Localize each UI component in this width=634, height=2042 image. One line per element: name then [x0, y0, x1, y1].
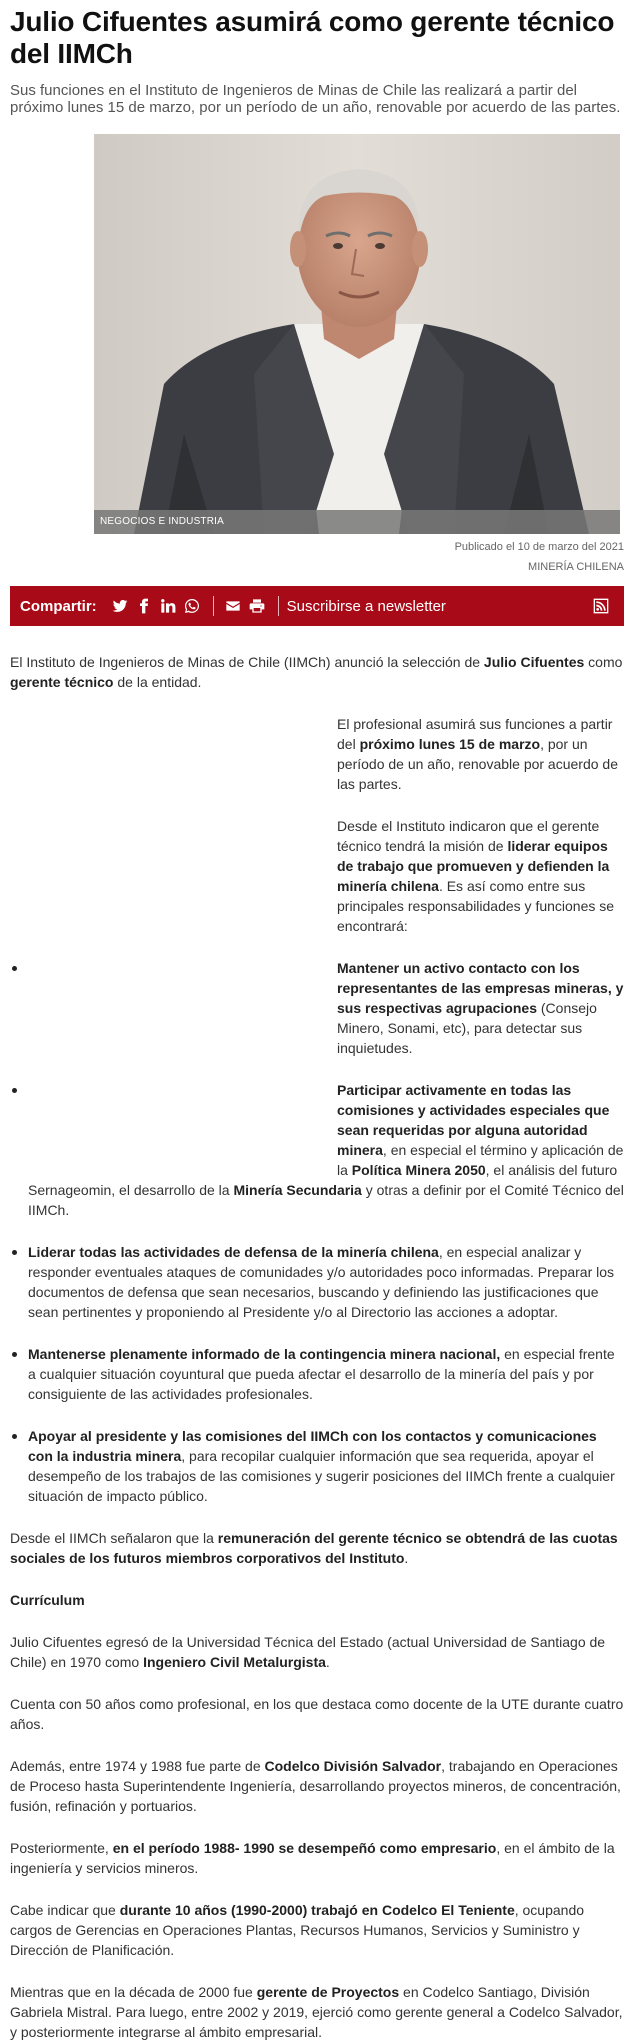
responsibilities-list-continued — [10, 1242, 624, 1506]
paragraph: Cabe indicar que durante 10 años (1990-2000) trabajó en Codelco El Teniente, ocupando cargos de Gerencias en Operaciones Plantas, Recursos Humanos, Servicios y Suministro y Dirección de Planificación. — [10, 1902, 585, 1958]
responsibilities-list — [10, 958, 624, 1220]
paragraph: Mientras que en la década de 2000 fue gerente de Proyectos en Codelco Santiago, División Gabriela Mistral. Para luego, entre 2002 y 2019, ejerció como gerente general a Codelco Salvador, y posteriormente integrarse al ámbito empresarial. — [10, 1984, 623, 2040]
mail-icon[interactable] — [222, 595, 244, 617]
paragraph: Desde el IIMCh señalaron que la remuneración del gerente técnico se obtendrá de las cuotas sociales de los futuros miembros corporativos del Instituto. — [10, 1530, 618, 1566]
share-label: Compartir: — [20, 597, 97, 615]
source-label: MINERÍA CHILENA — [528, 561, 624, 573]
share-bar — [10, 586, 624, 626]
paragraph: El Instituto de Ingenieros de Minas de Chile (IIMCh) anunció la selección de Julio Cifuentes como gerente técnico de la entidad. — [10, 654, 623, 690]
article-page — [0, 6, 634, 2040]
paragraph: Cuenta con 50 años como profesional, en los que destaca como docente de la UTE durante cuatro años. — [10, 1696, 624, 1732]
list-item: Mantener un activo contacto con los representantes de las empresas mineras, y sus respectivas agrupaciones (Consejo Minero, Sonami, etc), para detectar sus inquietudes. — [10, 958, 624, 1058]
portrait-photo — [94, 134, 620, 534]
article-lead: Sus funciones en el Instituto de Ingenieros de Minas de Chile las realizará a partir del próximo lunes 15 de marzo, por un período de un año, renovable por acuerdo de las partes. — [10, 82, 621, 116]
article-meta — [10, 537, 624, 577]
list-item: Apoyar al presidente y las comisiones del IIMCh con los contactos y comunicaciones con la industria minera, para recopilar cualquier información que sea requerida, apoyar el desempeño de los trabajos de las comisiones y sugerir posiciones del IIMCh frente a cualquier situación de impacto público. — [10, 1426, 624, 1506]
linkedin-icon[interactable] — [157, 595, 179, 617]
twitter-icon[interactable] — [109, 595, 131, 617]
article-title: Julio Cifuentes asumirá como gerente técnico del IIMCh — [10, 6, 615, 69]
newsletter-link[interactable]: Suscribirse a newsletter — [286, 597, 446, 615]
article-photo[interactable] — [94, 134, 620, 534]
share-separator — [278, 596, 279, 616]
paragraph: Julio Cifuentes egresó de la Universidad Técnica del Estado (actual Universidad de Santiago de Chile) en 1970 como Ingeniero Civil Metalurgista. — [10, 1634, 606, 1670]
share-separator — [213, 596, 214, 616]
paragraph: Desde el Instituto indicaron que el gerente técnico tendrá la misión de liderar equipos de trabajo que promueven y defienden la minería chilena. Es así como entre sus principales responsabilidades y funciones se encontrará: — [337, 818, 615, 934]
article-body — [10, 652, 624, 2042]
list-item: Mantenerse plenamente informado de la contingencia minera nacional, en especial frente a cualquier situación coyuntural que pueda afectar el desarrollo de la minería del país y por consiguiente de las actividades profesionales. — [10, 1344, 624, 1404]
paragraph: Además, entre 1974 y 1988 fue parte de Codelco División Salvador, trabajando en Operaciones de Proceso hasta Superintendente Ingeniería, desarrollando proyectos mineros, de concentración, fusión, refinación y portuarios. — [10, 1758, 621, 1814]
paragraph: El profesional asumirá sus funciones a partir del próximo lunes 15 de marzo, por un período de un año, renovable por acuerdo de las partes. — [337, 716, 618, 792]
whatsapp-icon[interactable] — [181, 595, 203, 617]
publish-date: Publicado el 10 de marzo del 2021 — [454, 541, 624, 553]
facebook-icon[interactable] — [133, 595, 155, 617]
curriculum-heading: Currículum — [10, 1592, 85, 1608]
paragraph: Posteriormente, en el período 1988- 1990 se desempeñó como empresario, en el ámbito de la ingeniería y servicios mineros. — [10, 1840, 615, 1876]
category-label[interactable]: NEGOCIOS E INDUSTRIA — [94, 510, 620, 534]
rss-icon[interactable] — [590, 595, 612, 617]
list-item: Participar activamente en todas las comisiones y actividades especiales que sean requeridas por alguna autoridad minera, en especial el término y aplicación de la Política Minera 2050, el análisis del futuro Sernageomin, el desarrollo de la Minería Secundaria y otras a definir por el Comité Técnico del IIMCh. — [10, 1080, 624, 1220]
list-item: Liderar todas las actividades de defensa de la minería chilena, en especial analizar y responder eventuales ataques de comunidades y/o autoridades poco informadas. Preparar los documentos de defensa que sean necesarios, buscando y definiendo las justificaciones que sean pertinentes y proponiendo al Presidente y/o al Directorio las acciones a adoptar. — [10, 1242, 624, 1322]
print-icon[interactable] — [246, 595, 268, 617]
